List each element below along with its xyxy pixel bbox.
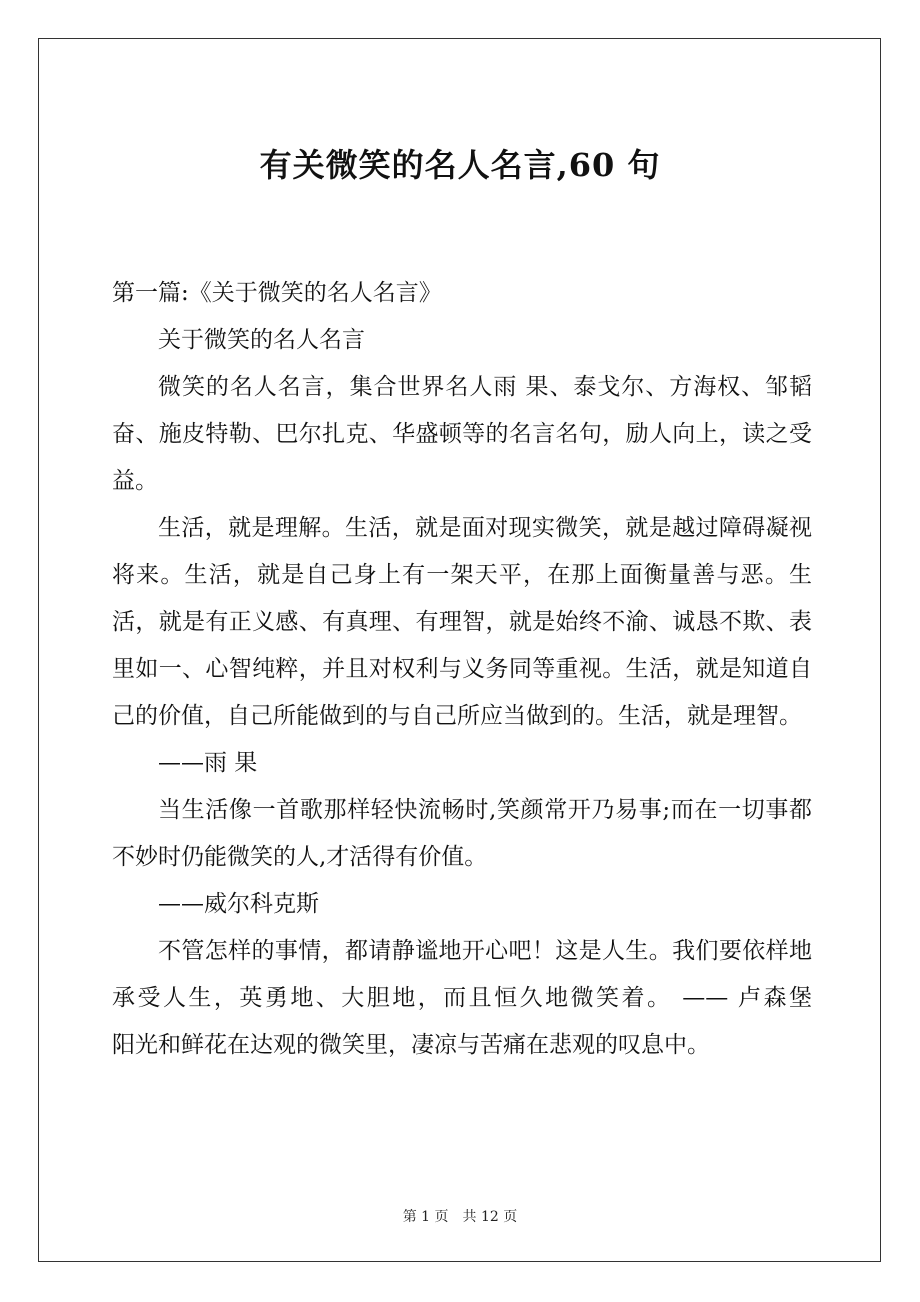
page-footer: 第 1 页 共 12 页 [402,1209,518,1225]
attribution-hugo: ——雨 果 [158,750,258,776]
paragraph-luxemburg-quote: 不管怎样的事情，都请静谧地开心吧！这是人生。我们要依样地承受人生，英勇地、大胆地，而且恒久地微笑着。 —— 卢森堡 阳光和鲜花在达观的微笑里，凄凉与苦痛在悲观的叹息中。 [112,938,858,1058]
attribution-wilcox: ——威尔科克斯 [158,891,319,917]
document-title: 有关微笑的名人名言,60 句 [259,146,661,184]
paragraph-wilcox-quote: 当生活像一首歌那样轻快流畅时,笑颜常开乃易事;而在一切事都不妙时仍能微笑的人,才活得有价值。 [112,797,812,870]
document-body [112,270,858,1069]
paragraph-intro: 微笑的名人名言，集合世界名人雨 果、泰戈尔、方海权、邹韬奋、施皮特勒、巴尔扎克、华盛顿等的名言名句，励人向上，读之受益。 [112,374,812,494]
section-heading: 第一篇:《关于微笑的名人名言》 [112,280,442,306]
paragraph-hugo-quote: 生活，就是理解。生活，就是面对现实微笑，就是越过障碍凝视将来。生活，就是自己身上有一架天平，在那上面衡量善与恶。生活，就是有正义感、有真理、有理智，就是始终不渝、诚恳不欺、表里如一、心智纯粹，并且对权利与义务同等重视。生活，就是知道自己的价值，自己所能做到的与自己所应当做到的。生活，就是理智。 [112,515,812,729]
subheading: 关于微笑的名人名言 [158,327,365,353]
